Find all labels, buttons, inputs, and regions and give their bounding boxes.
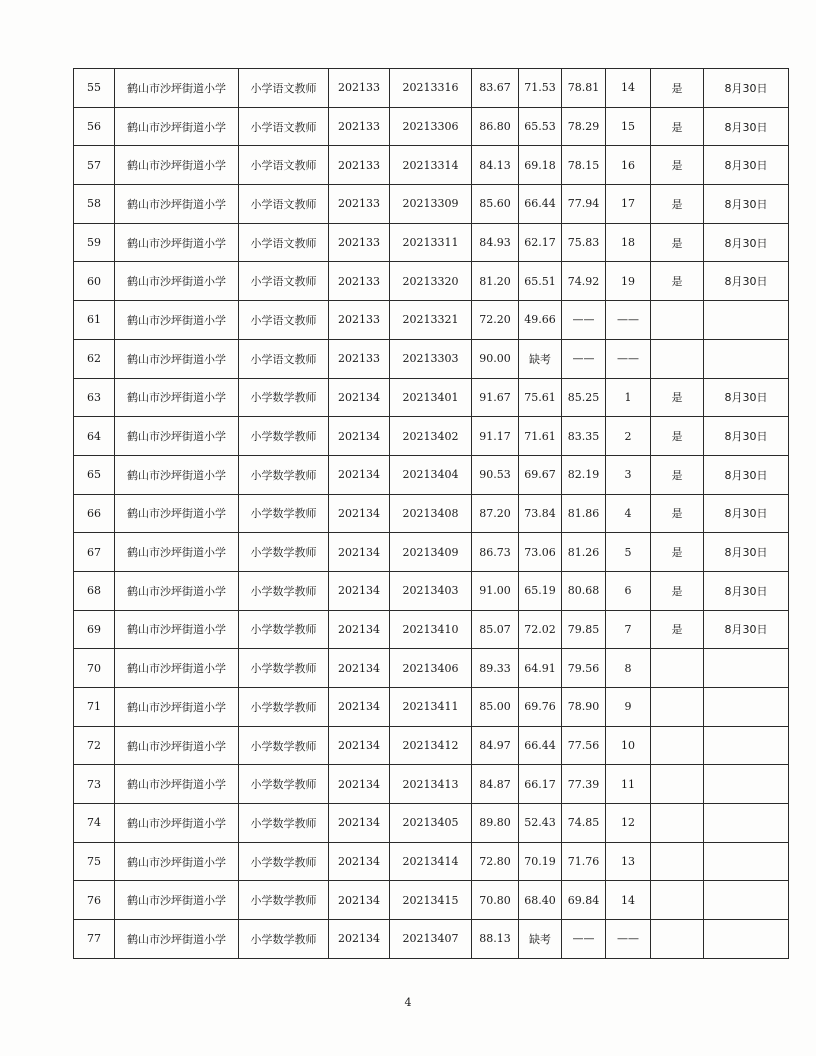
- cell-rank: ——: [606, 339, 651, 378]
- table-row: [74, 262, 789, 301]
- cell-employer-name: 鹤山市沙坪街道小学: [115, 571, 239, 610]
- cell-written-score: 83.67: [472, 69, 519, 108]
- cell-enter-physical-exam: 是: [651, 69, 704, 108]
- cell-position-code: 202134: [329, 920, 390, 959]
- cell-exam-date: [704, 301, 789, 340]
- cell-exam-date: 8月30日: [704, 262, 789, 301]
- cell-employer-name: 鹤山市沙坪街道小学: [115, 610, 239, 649]
- cell-total-score: 78.15: [562, 146, 606, 185]
- cell-position-code: 202134: [329, 610, 390, 649]
- table-row: [74, 920, 789, 959]
- cell-total-score: 82.19: [562, 455, 606, 494]
- cell-employer-name: 鹤山市沙坪街道小学: [115, 842, 239, 881]
- cell-rank: 4: [606, 494, 651, 533]
- cell-interview-score: 72.02: [519, 610, 562, 649]
- cell-row-number: 77: [74, 920, 115, 959]
- cell-exam-date: [704, 688, 789, 727]
- cell-row-number: 64: [74, 417, 115, 456]
- cell-row-number: 59: [74, 223, 115, 262]
- cell-exam-number: 20213414: [390, 842, 472, 881]
- results-table: [73, 68, 789, 959]
- cell-exam-number: 20213403: [390, 571, 472, 610]
- cell-interview-score: 71.53: [519, 69, 562, 108]
- cell-exam-number: 20213404: [390, 455, 472, 494]
- cell-position-name: 小学数学教师: [239, 920, 329, 959]
- cell-row-number: 57: [74, 146, 115, 185]
- table-row: [74, 688, 789, 727]
- table-row: [74, 69, 789, 108]
- cell-row-number: 76: [74, 881, 115, 920]
- cell-employer-name: 鹤山市沙坪街道小学: [115, 804, 239, 843]
- cell-position-code: 202134: [329, 842, 390, 881]
- cell-rank: 3: [606, 455, 651, 494]
- cell-exam-date: [704, 726, 789, 765]
- cell-row-number: 65: [74, 455, 115, 494]
- cell-total-score: 81.86: [562, 494, 606, 533]
- cell-position-name: 小学语文教师: [239, 69, 329, 108]
- cell-position-code: 202134: [329, 649, 390, 688]
- table-row: [74, 571, 789, 610]
- cell-rank: 19: [606, 262, 651, 301]
- cell-row-number: 71: [74, 688, 115, 727]
- cell-employer-name: 鹤山市沙坪街道小学: [115, 378, 239, 417]
- cell-rank: 6: [606, 571, 651, 610]
- cell-enter-physical-exam: 是: [651, 146, 704, 185]
- cell-employer-name: 鹤山市沙坪街道小学: [115, 107, 239, 146]
- cell-row-number: 61: [74, 301, 115, 340]
- cell-rank: 2: [606, 417, 651, 456]
- cell-written-score: 88.13: [472, 920, 519, 959]
- cell-employer-name: 鹤山市沙坪街道小学: [115, 185, 239, 224]
- cell-rank: 11: [606, 765, 651, 804]
- cell-position-name: 小学语文教师: [239, 146, 329, 185]
- cell-position-name: 小学数学教师: [239, 378, 329, 417]
- cell-position-code: 202134: [329, 417, 390, 456]
- cell-exam-number: 20213413: [390, 765, 472, 804]
- table-row: [74, 533, 789, 572]
- cell-interview-score: 66.44: [519, 185, 562, 224]
- cell-interview-score: 65.51: [519, 262, 562, 301]
- cell-written-score: 85.60: [472, 185, 519, 224]
- cell-row-number: 55: [74, 69, 115, 108]
- cell-rank: 10: [606, 726, 651, 765]
- cell-interview-score: 65.19: [519, 571, 562, 610]
- cell-total-score: 77.56: [562, 726, 606, 765]
- table-row: [74, 881, 789, 920]
- cell-interview-score: 49.66: [519, 301, 562, 340]
- cell-employer-name: 鹤山市沙坪街道小学: [115, 881, 239, 920]
- cell-position-name: 小学数学教师: [239, 494, 329, 533]
- cell-rank: 9: [606, 688, 651, 727]
- table-row: [74, 223, 789, 262]
- cell-exam-date: 8月30日: [704, 69, 789, 108]
- cell-exam-number: 20213407: [390, 920, 472, 959]
- cell-exam-number: 20213410: [390, 610, 472, 649]
- cell-position-name: 小学数学教师: [239, 417, 329, 456]
- cell-row-number: 74: [74, 804, 115, 843]
- cell-position-name: 小学数学教师: [239, 842, 329, 881]
- cell-enter-physical-exam: 是: [651, 107, 704, 146]
- cell-enter-physical-exam: 是: [651, 455, 704, 494]
- cell-enter-physical-exam: [651, 649, 704, 688]
- table-row: [74, 649, 789, 688]
- cell-row-number: 72: [74, 726, 115, 765]
- cell-interview-score: 65.53: [519, 107, 562, 146]
- cell-position-code: 202134: [329, 378, 390, 417]
- table-row: [74, 107, 789, 146]
- cell-row-number: 73: [74, 765, 115, 804]
- cell-written-score: 87.20: [472, 494, 519, 533]
- cell-position-name: 小学语文教师: [239, 301, 329, 340]
- cell-position-code: 202133: [329, 223, 390, 262]
- cell-exam-number: 20213316: [390, 69, 472, 108]
- cell-interview-score: 69.18: [519, 146, 562, 185]
- cell-interview-score: 69.76: [519, 688, 562, 727]
- table-row: [74, 455, 789, 494]
- cell-exam-date: 8月30日: [704, 146, 789, 185]
- cell-position-name: 小学语文教师: [239, 107, 329, 146]
- cell-total-score: ——: [562, 920, 606, 959]
- cell-total-score: 77.94: [562, 185, 606, 224]
- cell-position-code: 202134: [329, 726, 390, 765]
- cell-exam-date: 8月30日: [704, 223, 789, 262]
- cell-exam-number: 20213412: [390, 726, 472, 765]
- cell-row-number: 75: [74, 842, 115, 881]
- cell-position-code: 202134: [329, 494, 390, 533]
- table-row: [74, 146, 789, 185]
- cell-exam-date: 8月30日: [704, 455, 789, 494]
- cell-total-score: ——: [562, 339, 606, 378]
- cell-exam-number: 20213409: [390, 533, 472, 572]
- cell-interview-score: 缺考: [519, 920, 562, 959]
- table-row: [74, 185, 789, 224]
- cell-interview-score: 66.44: [519, 726, 562, 765]
- cell-rank: 16: [606, 146, 651, 185]
- cell-rank: ——: [606, 301, 651, 340]
- cell-interview-score: 62.17: [519, 223, 562, 262]
- table-row: [74, 804, 789, 843]
- cell-position-name: 小学数学教师: [239, 804, 329, 843]
- cell-exam-number: 20213321: [390, 301, 472, 340]
- table-row: [74, 494, 789, 533]
- cell-total-score: 74.92: [562, 262, 606, 301]
- cell-position-code: 202133: [329, 69, 390, 108]
- cell-exam-number: 20213401: [390, 378, 472, 417]
- cell-employer-name: 鹤山市沙坪街道小学: [115, 494, 239, 533]
- cell-written-score: 91.17: [472, 417, 519, 456]
- cell-interview-score: 52.43: [519, 804, 562, 843]
- cell-total-score: 83.35: [562, 417, 606, 456]
- cell-rank: 17: [606, 185, 651, 224]
- cell-interview-score: 70.19: [519, 842, 562, 881]
- table-body: [74, 69, 789, 959]
- cell-position-name: 小学数学教师: [239, 881, 329, 920]
- cell-row-number: 66: [74, 494, 115, 533]
- cell-employer-name: 鹤山市沙坪街道小学: [115, 262, 239, 301]
- cell-exam-number: 20213406: [390, 649, 472, 688]
- cell-exam-number: 20213411: [390, 688, 472, 727]
- cell-enter-physical-exam: 是: [651, 417, 704, 456]
- cell-employer-name: 鹤山市沙坪街道小学: [115, 417, 239, 456]
- cell-employer-name: 鹤山市沙坪街道小学: [115, 69, 239, 108]
- cell-position-name: 小学数学教师: [239, 688, 329, 727]
- cell-position-code: 202133: [329, 185, 390, 224]
- cell-written-score: 91.00: [472, 571, 519, 610]
- table-row: [74, 842, 789, 881]
- cell-employer-name: 鹤山市沙坪街道小学: [115, 688, 239, 727]
- table-row: [74, 339, 789, 378]
- cell-position-code: 202133: [329, 301, 390, 340]
- cell-rank: 8: [606, 649, 651, 688]
- cell-position-code: 202134: [329, 688, 390, 727]
- cell-exam-date: 8月30日: [704, 417, 789, 456]
- cell-total-score: 78.81: [562, 69, 606, 108]
- page-number: 4: [404, 996, 412, 1009]
- cell-employer-name: 鹤山市沙坪街道小学: [115, 455, 239, 494]
- cell-enter-physical-exam: 是: [651, 223, 704, 262]
- table-row: [74, 417, 789, 456]
- cell-enter-physical-exam: [651, 688, 704, 727]
- cell-rank: ——: [606, 920, 651, 959]
- table-row: [74, 726, 789, 765]
- cell-written-score: 84.87: [472, 765, 519, 804]
- cell-employer-name: 鹤山市沙坪街道小学: [115, 533, 239, 572]
- cell-total-score: ——: [562, 301, 606, 340]
- cell-written-score: 84.93: [472, 223, 519, 262]
- cell-rank: 15: [606, 107, 651, 146]
- cell-exam-number: 20213415: [390, 881, 472, 920]
- cell-position-name: 小学数学教师: [239, 610, 329, 649]
- cell-total-score: 77.39: [562, 765, 606, 804]
- cell-position-code: 202133: [329, 262, 390, 301]
- cell-position-name: 小学数学教师: [239, 765, 329, 804]
- cell-exam-date: 8月30日: [704, 494, 789, 533]
- cell-row-number: 56: [74, 107, 115, 146]
- cell-position-name: 小学语文教师: [239, 339, 329, 378]
- cell-row-number: 58: [74, 185, 115, 224]
- cell-exam-date: [704, 920, 789, 959]
- cell-total-score: 79.56: [562, 649, 606, 688]
- cell-position-code: 202133: [329, 146, 390, 185]
- cell-position-name: 小学数学教师: [239, 649, 329, 688]
- cell-enter-physical-exam: 是: [651, 571, 704, 610]
- cell-employer-name: 鹤山市沙坪街道小学: [115, 223, 239, 262]
- cell-written-score: 86.80: [472, 107, 519, 146]
- cell-total-score: 78.29: [562, 107, 606, 146]
- table-row: [74, 610, 789, 649]
- cell-written-score: 89.33: [472, 649, 519, 688]
- cell-row-number: 62: [74, 339, 115, 378]
- cell-position-code: 202133: [329, 107, 390, 146]
- cell-position-code: 202134: [329, 881, 390, 920]
- cell-enter-physical-exam: 是: [651, 494, 704, 533]
- cell-position-name: 小学语文教师: [239, 223, 329, 262]
- cell-enter-physical-exam: [651, 726, 704, 765]
- cell-exam-number: 20213306: [390, 107, 472, 146]
- cell-employer-name: 鹤山市沙坪街道小学: [115, 726, 239, 765]
- cell-enter-physical-exam: [651, 842, 704, 881]
- cell-total-score: 74.85: [562, 804, 606, 843]
- cell-employer-name: 鹤山市沙坪街道小学: [115, 339, 239, 378]
- cell-rank: 12: [606, 804, 651, 843]
- cell-row-number: 60: [74, 262, 115, 301]
- cell-exam-number: 20213402: [390, 417, 472, 456]
- cell-row-number: 69: [74, 610, 115, 649]
- cell-written-score: 85.07: [472, 610, 519, 649]
- cell-exam-date: 8月30日: [704, 533, 789, 572]
- cell-written-score: 86.73: [472, 533, 519, 572]
- table-row: [74, 765, 789, 804]
- cell-position-code: 202134: [329, 804, 390, 843]
- cell-exam-number: 20213311: [390, 223, 472, 262]
- cell-exam-date: [704, 765, 789, 804]
- cell-written-score: 84.13: [472, 146, 519, 185]
- cell-position-code: 202133: [329, 339, 390, 378]
- cell-employer-name: 鹤山市沙坪街道小学: [115, 920, 239, 959]
- cell-total-score: 80.68: [562, 571, 606, 610]
- cell-written-score: 89.80: [472, 804, 519, 843]
- cell-position-name: 小学数学教师: [239, 571, 329, 610]
- cell-enter-physical-exam: 是: [651, 262, 704, 301]
- cell-employer-name: 鹤山市沙坪街道小学: [115, 765, 239, 804]
- cell-rank: 7: [606, 610, 651, 649]
- table-row: [74, 378, 789, 417]
- cell-exam-number: 20213320: [390, 262, 472, 301]
- cell-position-code: 202134: [329, 455, 390, 494]
- cell-written-score: 81.20: [472, 262, 519, 301]
- cell-position-code: 202134: [329, 571, 390, 610]
- cell-exam-number: 20213405: [390, 804, 472, 843]
- cell-position-name: 小学语文教师: [239, 262, 329, 301]
- cell-exam-date: [704, 649, 789, 688]
- cell-exam-number: 20213303: [390, 339, 472, 378]
- cell-enter-physical-exam: [651, 804, 704, 843]
- cell-employer-name: 鹤山市沙坪街道小学: [115, 649, 239, 688]
- cell-exam-date: 8月30日: [704, 107, 789, 146]
- cell-position-name: 小学数学教师: [239, 533, 329, 572]
- cell-interview-score: 71.61: [519, 417, 562, 456]
- cell-row-number: 67: [74, 533, 115, 572]
- cell-exam-date: [704, 804, 789, 843]
- cell-exam-number: 20213309: [390, 185, 472, 224]
- cell-enter-physical-exam: 是: [651, 610, 704, 649]
- cell-interview-score: 64.91: [519, 649, 562, 688]
- cell-written-score: 72.80: [472, 842, 519, 881]
- cell-written-score: 84.97: [472, 726, 519, 765]
- cell-row-number: 68: [74, 571, 115, 610]
- cell-enter-physical-exam: [651, 301, 704, 340]
- cell-written-score: 72.20: [472, 301, 519, 340]
- cell-total-score: 81.26: [562, 533, 606, 572]
- cell-interview-score: 73.84: [519, 494, 562, 533]
- cell-exam-date: [704, 842, 789, 881]
- cell-written-score: 90.00: [472, 339, 519, 378]
- cell-employer-name: 鹤山市沙坪街道小学: [115, 146, 239, 185]
- cell-enter-physical-exam: [651, 765, 704, 804]
- cell-row-number: 70: [74, 649, 115, 688]
- cell-rank: 14: [606, 69, 651, 108]
- cell-enter-physical-exam: 是: [651, 185, 704, 224]
- cell-position-code: 202134: [329, 533, 390, 572]
- cell-position-name: 小学语文教师: [239, 185, 329, 224]
- cell-interview-score: 75.61: [519, 378, 562, 417]
- cell-exam-date: [704, 881, 789, 920]
- cell-written-score: 91.67: [472, 378, 519, 417]
- cell-exam-date: 8月30日: [704, 378, 789, 417]
- cell-interview-score: 缺考: [519, 339, 562, 378]
- cell-rank: 13: [606, 842, 651, 881]
- cell-enter-physical-exam: [651, 339, 704, 378]
- cell-position-name: 小学数学教师: [239, 455, 329, 494]
- cell-position-name: 小学数学教师: [239, 726, 329, 765]
- cell-rank: 18: [606, 223, 651, 262]
- cell-enter-physical-exam: [651, 881, 704, 920]
- cell-written-score: 90.53: [472, 455, 519, 494]
- cell-rank: 14: [606, 881, 651, 920]
- cell-rank: 5: [606, 533, 651, 572]
- cell-row-number: 63: [74, 378, 115, 417]
- cell-total-score: 85.25: [562, 378, 606, 417]
- cell-written-score: 70.80: [472, 881, 519, 920]
- cell-interview-score: 69.67: [519, 455, 562, 494]
- cell-rank: 1: [606, 378, 651, 417]
- cell-exam-date: 8月30日: [704, 610, 789, 649]
- cell-interview-score: 68.40: [519, 881, 562, 920]
- cell-interview-score: 73.06: [519, 533, 562, 572]
- cell-exam-date: [704, 339, 789, 378]
- cell-total-score: 78.90: [562, 688, 606, 727]
- cell-enter-physical-exam: 是: [651, 378, 704, 417]
- table-row: [74, 301, 789, 340]
- cell-exam-number: 20213314: [390, 146, 472, 185]
- cell-exam-date: 8月30日: [704, 185, 789, 224]
- cell-exam-date: 8月30日: [704, 571, 789, 610]
- cell-total-score: 71.76: [562, 842, 606, 881]
- cell-total-score: 75.83: [562, 223, 606, 262]
- cell-employer-name: 鹤山市沙坪街道小学: [115, 301, 239, 340]
- cell-written-score: 85.00: [472, 688, 519, 727]
- cell-total-score: 79.85: [562, 610, 606, 649]
- cell-enter-physical-exam: [651, 920, 704, 959]
- cell-exam-number: 20213408: [390, 494, 472, 533]
- cell-interview-score: 66.17: [519, 765, 562, 804]
- cell-position-code: 202134: [329, 765, 390, 804]
- cell-total-score: 69.84: [562, 881, 606, 920]
- cell-enter-physical-exam: 是: [651, 533, 704, 572]
